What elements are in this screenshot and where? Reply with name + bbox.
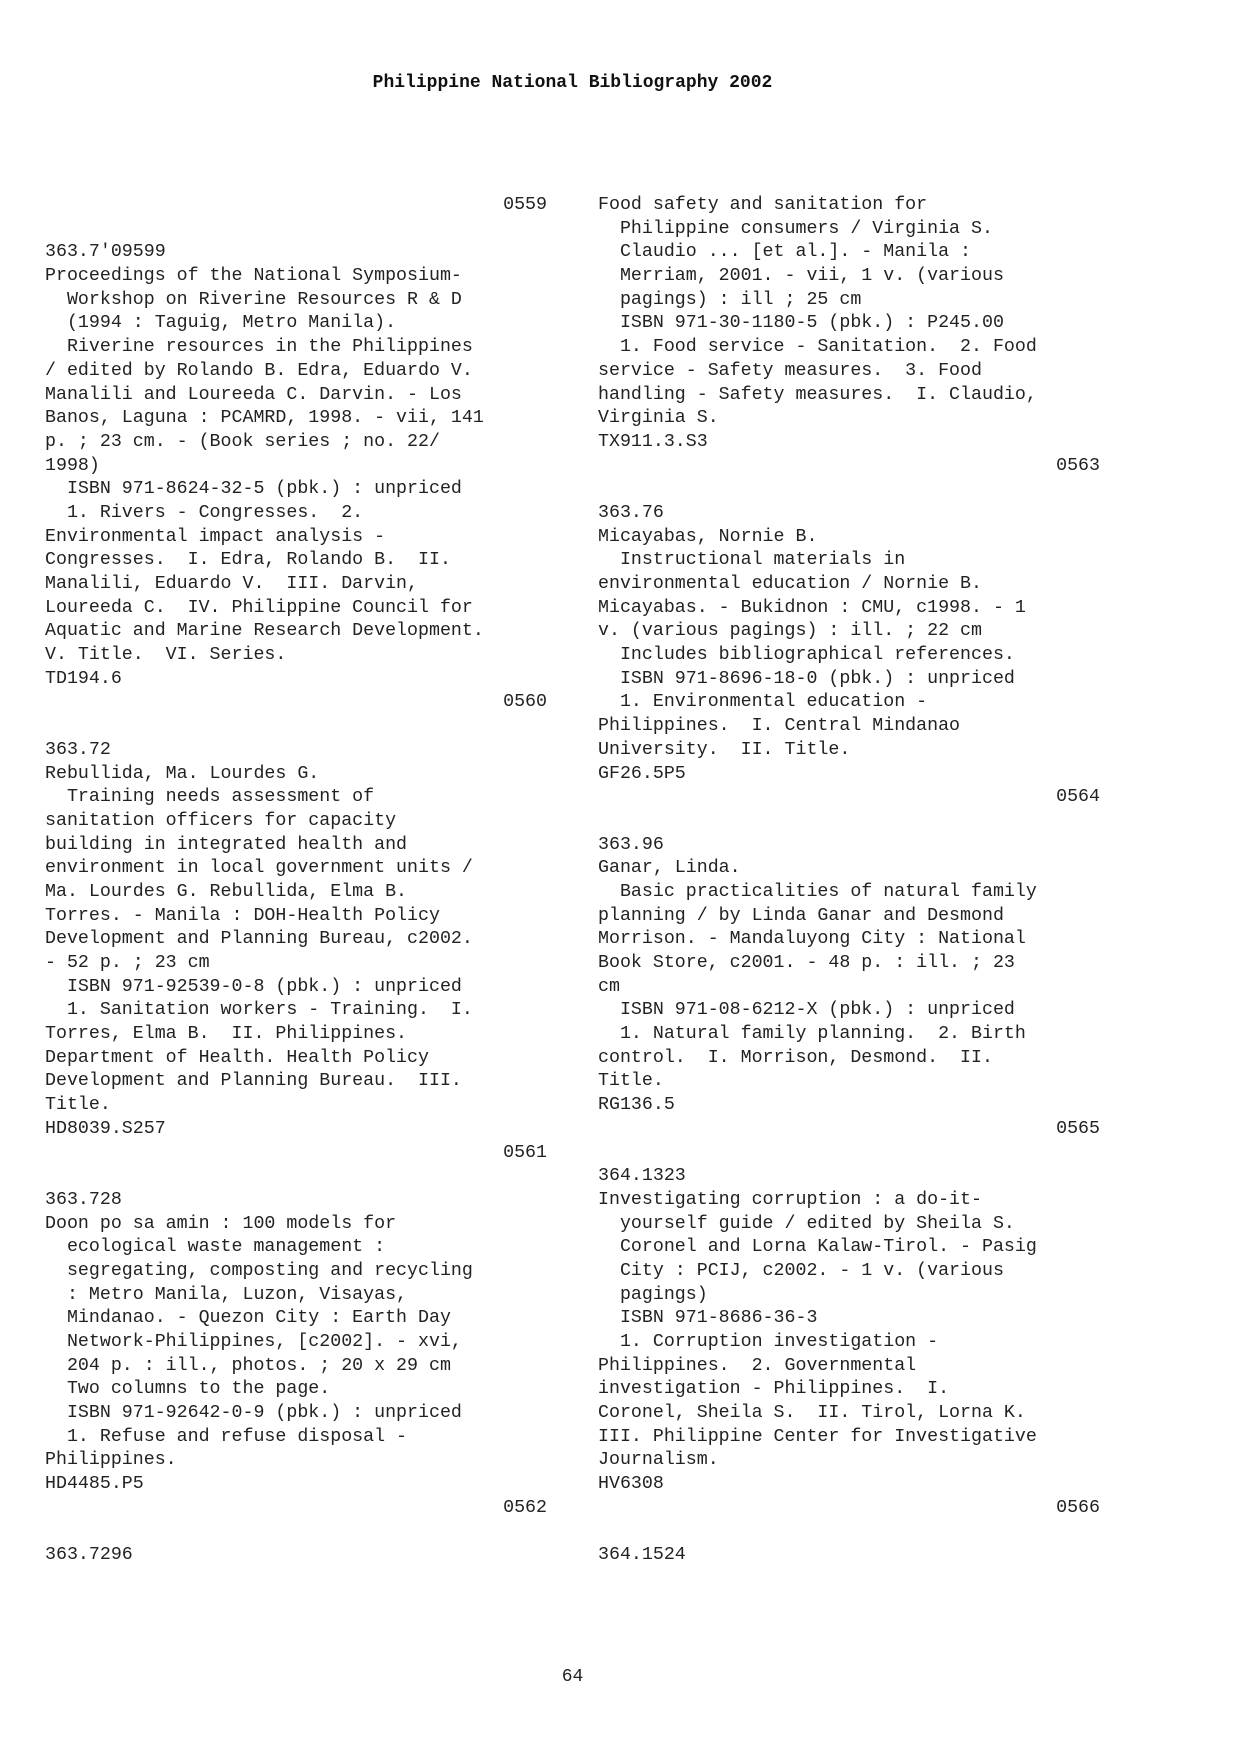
entry-line: HD8039.S257 [45, 1118, 166, 1139]
entry-line: ISBN 971-8686-36-3 [598, 1308, 818, 1329]
entry-number: 0566 [1056, 1497, 1100, 1518]
entry-line: Micayabas, Nornie B. [598, 526, 818, 547]
entry-line: TX911.3.S3 [598, 431, 708, 452]
entry-line: 1. Sanitation workers - Training. I. [45, 1000, 473, 1021]
entry-line: III. Philippine Center for Investigative [598, 1426, 1037, 1447]
entry-line: 363.7296 [45, 1545, 133, 1566]
entry-line: Philippines. [45, 1450, 177, 1471]
entry-line: Torres, Elma B. II. Philippines. [45, 1024, 408, 1045]
entry-line: Department of Health. Health Policy [45, 1047, 429, 1068]
entry-line: Morrison. - Mandaluyong City : National [598, 929, 1026, 950]
entry-line: Loureeda C. IV. Philippine Council for [45, 597, 473, 618]
entry-line: Workshop on Riverine Resources R & D [45, 289, 462, 310]
entry-line: planning / by Linda Ganar and Desmond [598, 905, 1004, 926]
entry-line: ISBN 971-8624-32-5 (pbk.) : unpriced [45, 479, 462, 500]
entry-line: 1. Environmental education - [598, 692, 928, 713]
entry-line: environmental education / Nornie B. [598, 574, 982, 594]
entry-line: 363.96 [598, 834, 664, 855]
entry-number: 0565 [1056, 1118, 1100, 1139]
entry-line: 363.7'09599 [45, 242, 166, 263]
entry-line: ecological waste management : [45, 1237, 386, 1258]
entry-line: 363.728 [45, 1189, 122, 1210]
entry-line: Two columns to the page. [45, 1379, 331, 1400]
page-title: Philippine National Bibliography 2002 [372, 73, 773, 93]
entry-line [45, 715, 547, 739]
entry-line: Coronel and Lorna Kalaw-Tirol. - Pasig [598, 1237, 1037, 1258]
entry-line: ISBN 971-30-1180-5 (pbk.) : P245.00 [598, 313, 1004, 334]
entry-line: Journalism. [598, 1450, 719, 1471]
entry-number: 0560 [503, 692, 547, 713]
entry-line: V. Title. VI. Series. [45, 645, 287, 666]
entry-line: Micayabas. - Bukidnon : CMU, c1998. - 1 [598, 597, 1026, 618]
entry-line: control. I. Morrison, Desmond. II. [598, 1047, 993, 1068]
entry-line [45, 218, 547, 242]
entry-line: Coronel, Sheila S. II. Tirol, Lorna K. [598, 1403, 1026, 1424]
entry-line: 1. Natural family planning. 2. Birth [598, 1024, 1026, 1045]
entry-line: ISBN 971-92539-0-8 (pbk.) : unpriced [45, 976, 462, 997]
entry-number: 0562 [503, 1497, 547, 1518]
entry-line: 363.76 [598, 502, 664, 523]
entry-line: Doon po sa amin : 100 models for [45, 1213, 397, 1234]
entry-line: - 52 p. ; 23 cm [45, 953, 210, 973]
entry-line: ISBN 971-8696-18-0 (pbk.) : unpriced [598, 668, 1015, 689]
entry-line: Development and Planning Bureau, c2002. [45, 929, 473, 950]
entry-line: Proceedings of the National Symposium- [45, 266, 462, 287]
entry-line: Congresses. I. Edra, Rolando B. II. [45, 550, 451, 571]
entry-line: ISBN 971-08-6212-X (pbk.) : unpriced [598, 1000, 1015, 1021]
entry-line: HV6308 [598, 1474, 664, 1495]
entry-line: Virginia S. [598, 408, 719, 429]
entry-line: / edited by Rolando B. Edra, Eduardo V. [45, 360, 473, 381]
entry-line: Investigating corruption : a do-it- [598, 1189, 982, 1210]
entry-line: HD4485.P5 [45, 1474, 144, 1495]
entry-line: Rebullida, Ma. Lourdes G. [45, 763, 320, 784]
entry-line: environment in local government units / [45, 858, 473, 879]
entry-line: investigation - Philippines. I. [598, 1379, 950, 1400]
entry-line [45, 1165, 547, 1189]
entry-line: (1994 : Taguig, Metro Manila). [45, 313, 397, 334]
left-column [45, 194, 547, 1568]
entry-line: Claudio ... [et al.]. - Manila : [598, 242, 971, 263]
entry-number: 0561 [503, 1142, 547, 1163]
entry-line: Torres. - Manila : DOH-Health Policy [45, 905, 440, 926]
entry-line: yourself guide / edited by Sheila S. [598, 1213, 1015, 1234]
entry-line: pagings) [598, 1284, 708, 1305]
entry-line: Banos, Laguna : PCAMRD, 1998. - vii, 141 [45, 408, 484, 429]
entry-line: handling - Safety measures. I. Claudio, [598, 384, 1037, 405]
entry-line: 363.72 [45, 739, 111, 760]
entry-line: City : PCIJ, c2002. - 1 v. (various [598, 1260, 1004, 1281]
entry-line: Basic practicalities of natural family [598, 881, 1037, 902]
entry-line: 364.1524 [598, 1545, 686, 1566]
entry-line: Title. [45, 1095, 111, 1116]
entry-line: 204 p. : ill., photos. ; 20 x 29 cm [45, 1355, 451, 1376]
entry-line: 1. Rivers - Congresses. 2. [45, 502, 364, 523]
entry-line: Aquatic and Marine Research Development. [45, 621, 484, 642]
entry-number: 0563 [1056, 455, 1100, 476]
entry-line: TD194.6 [45, 668, 122, 689]
entry-line: Philippine consumers / Virginia S. [598, 218, 993, 239]
entry-line: Mindanao. - Quezon City : Earth Day [45, 1308, 451, 1329]
entry-line: pagings) : ill ; 25 cm [598, 289, 862, 310]
entry-line: Philippines. 2. Governmental [598, 1355, 917, 1376]
entry-line: Ganar, Linda. [598, 858, 741, 879]
entry-line: University. II. Title. [598, 739, 851, 760]
entry-line: segregating, composting and recycling [45, 1260, 473, 1281]
entry-line: Instructional materials in [598, 550, 906, 571]
entry-line: Food safety and sanitation for [598, 195, 928, 215]
entry-line: ISBN 971-92642-0-9 (pbk.) : unpriced [45, 1403, 462, 1424]
entry-line [598, 810, 1100, 834]
entry-line: Riverine resources in the Philippines [45, 337, 473, 358]
entry-line: Training needs assessment of [45, 787, 375, 808]
right-column [598, 194, 1100, 1568]
entry-line: 1. Refuse and refuse disposal - [45, 1426, 408, 1447]
entry-line: : Metro Manila, Luzon, Visayas, [45, 1284, 408, 1305]
entry-line [598, 1521, 1100, 1545]
entry-line: service - Safety measures. 3. Food [598, 360, 982, 381]
entry-line: GF26.5P5 [598, 763, 686, 784]
entry-line: 1. Food service - Sanitation. 2. Food [598, 337, 1037, 358]
entry-line: Title. [598, 1071, 664, 1092]
entry-line: Ma. Lourdes G. Rebullida, Elma B. [45, 881, 408, 902]
entry-line: RG136.5 [598, 1095, 675, 1116]
entry-line: p. ; 23 cm. - (Book series ; no. 22/ [45, 431, 440, 452]
entry-line: 1. Corruption investigation - [598, 1332, 939, 1352]
entry-line: Network-Philippines, [c2002]. - xvi, [45, 1332, 462, 1352]
entry-line: Philippines. I. Central Mindanao [598, 716, 961, 737]
page-number: 64 [561, 1667, 584, 1687]
entry-line: Includes bibliographical references. [598, 645, 1015, 666]
entry-line: Book Store, c2001. - 48 p. : ill. ; 23 [598, 953, 1015, 973]
entry-line [598, 478, 1100, 502]
entry-line: Manalili and Loureeda C. Darvin. - Los [45, 384, 462, 405]
entry-number: 0564 [1056, 787, 1100, 808]
entry-line: cm [598, 976, 620, 997]
entry-line: building in integrated health and [45, 834, 408, 855]
entry-line: 364.1323 [598, 1166, 686, 1187]
entry-number: 0559 [503, 195, 547, 215]
entry-line: sanitation officers for capacity [45, 810, 397, 831]
entry-line: 1998) [45, 455, 100, 476]
entry-line [45, 1521, 547, 1545]
entry-line: Manalili, Eduardo V. III. Darvin, [45, 574, 418, 594]
entry-line: Development and Planning Bureau. III. [45, 1071, 462, 1092]
entry-line [598, 1142, 1100, 1166]
entry-line: Merriam, 2001. - vii, 1 v. (various [598, 266, 1004, 287]
entry-line: Environmental impact analysis - [45, 526, 386, 547]
entry-line: v. (various pagings) : ill. ; 22 cm [598, 621, 982, 642]
